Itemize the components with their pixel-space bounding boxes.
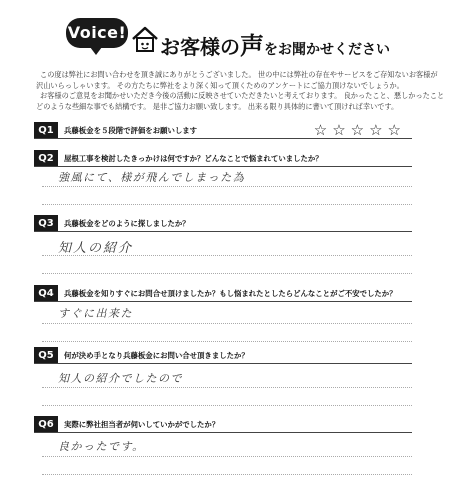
- answer-text: 知人の紹介でしたので: [58, 372, 183, 385]
- header: [0, 0, 452, 64]
- question-number: Q4: [34, 285, 58, 302]
- intro-text: [36, 70, 445, 112]
- voice-badge: Voice!: [66, 18, 128, 48]
- question-number: Q1: [34, 122, 58, 139]
- answer-text: 知人の紹介: [58, 241, 134, 256]
- question-3: [34, 215, 412, 275]
- intro-line: 沢山いらっしゃいます。 その方たちに弊社をより深く知って頂くためのアンケートにご協力頂けないでしょうか。: [36, 80, 404, 90]
- question-1: [34, 122, 412, 144]
- question-text: 何が決め手となり兵藤板金にお問い合せ頂きましたか？: [64, 351, 249, 360]
- answer-text: すぐに出来た: [58, 307, 133, 320]
- question-text: 兵藤板金を知りすぐにお問合せ頂けましたか？もし悩まれたとしたらどんなことがご不安でしたか？: [64, 289, 397, 298]
- question-number: Q3: [34, 215, 58, 232]
- question-text: 兵藤板金を５段階で評価をお願いします: [64, 126, 198, 135]
- question-number: Q2: [34, 150, 58, 167]
- rating-stars[interactable]: ☆☆☆☆☆: [313, 121, 406, 139]
- question-2: [34, 150, 412, 208]
- intro-line: この度は弊社にお問い合わせを頂き誠にありがとうございました。 世の中には弊社の存在やサービスをご存知ないお客様が: [40, 70, 438, 79]
- answer-text: 良かったです。: [58, 440, 145, 453]
- page-title: お客様の声をお聞かせください: [160, 32, 390, 60]
- question-5: [34, 347, 412, 407]
- question-number: Q5: [34, 347, 58, 364]
- question-6: [34, 416, 412, 478]
- house-icon: [130, 24, 160, 54]
- question-text: 実際に弊社担当者が伺いしていかがでしたか？: [64, 420, 220, 429]
- question-text: 屋根工事を検討したきっかけは何ですか？どんなことで悩まれていましたか？: [64, 154, 323, 163]
- question-number: Q6: [34, 416, 58, 433]
- answer-text: 強風にて、様が飛んでしまった為: [58, 171, 246, 184]
- intro-line: どのような些細な事でも結構です。 是非ご協力お願い致します。 出来る限り具体的に書いて頂ければ幸いです。: [36, 101, 399, 111]
- question-text: 兵藤板金をどのように探しましたか？: [64, 219, 190, 228]
- intro-line: お客様のご意見をお聞かせいただき今後の活動に反映させていただきたいと考えております。 良かったこと、悪しかったこと: [40, 91, 445, 100]
- question-4: [34, 285, 412, 345]
